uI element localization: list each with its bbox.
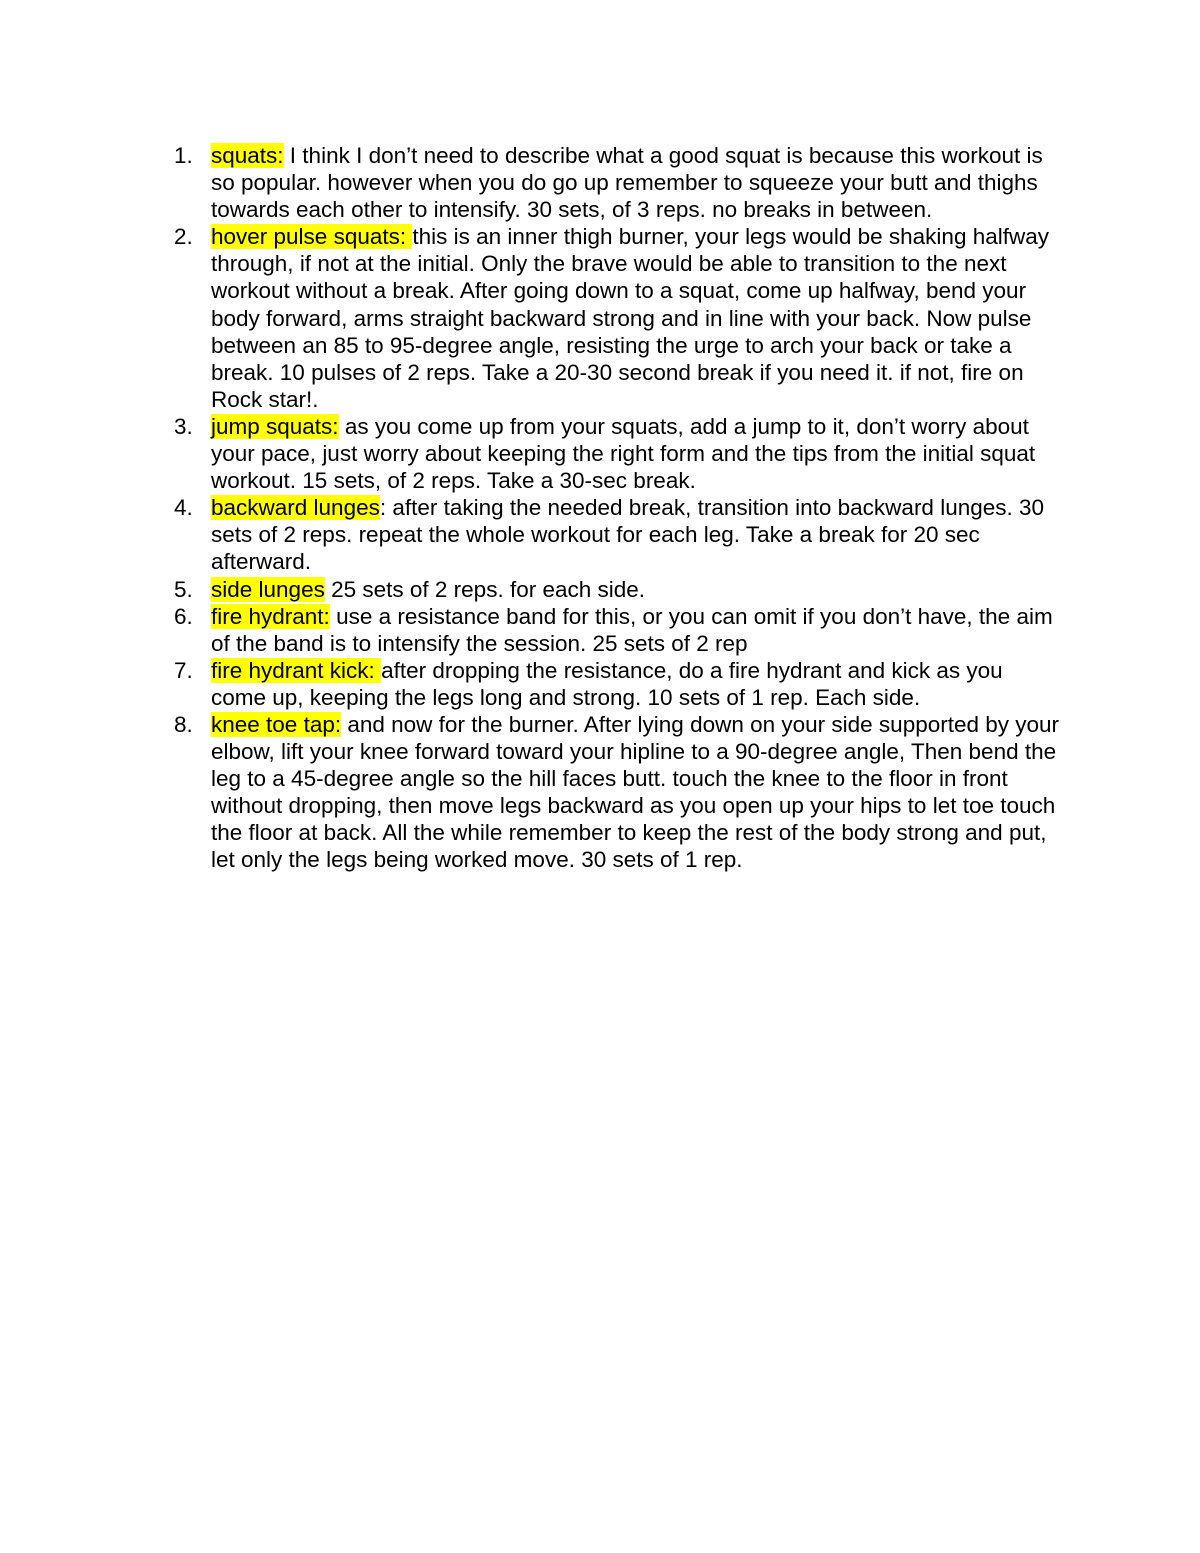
exercise-name-highlight: fire hydrant: [211,603,330,629]
exercise-name-highlight: backward lunges [211,495,380,521]
item-number: 5. [174,576,193,602]
item-number: 1. [174,143,193,168]
item-number: 4. [174,495,193,521]
workout-list [170,142,1060,874]
list-item [170,657,1060,711]
item-number: 3. [174,413,193,439]
list-item [170,494,1060,575]
item-number: 8. [174,711,193,737]
exercise-description: and now for the burner. After lying down on your side supported by your elbow, lift your knee forward toward your hipline to a 90-degree angle, Then bend the leg to a 45-degree angle so the hill faces butt. touch the knee to the floor in front without dropping, then move legs backward as you open up your hips to let toe touch the floor at back. All the while remember to keep the rest of the body strong and put, let only the legs being worked move. 30 sets of 1 rep. [211,711,1060,873]
exercise-name-highlight: squats: [211,143,284,168]
exercise-name-highlight: fire hydrant kick: [211,657,382,683]
item-number: 7. [174,657,193,683]
list-item [170,603,1060,657]
exercise-description: after dropping the resistance, do a fire hydrant and kick as you come up, keeping the legs long and strong. 10 sets of 1 rep. Each side. [211,657,1003,710]
list-item [170,223,1060,413]
exercise-name-highlight: knee toe tap: [211,711,342,737]
exercise-description: this is an inner thigh burner, your legs would be shaking halfway through, if not at the initial. Only the brave would be able to transition to the next workout without a break. After going down to a squat, come up halfway, bend your body forward, arms straight backward strong and in line with your back. Now pulse between an 85 to 95-degree angle, resisting the urge to arch your back or take a break. 10 pulses of 2 reps. Take a 20-30 second break if you need it. if not, fire on Rock star!. [211,224,1049,412]
exercise-description: as you come up from your squats, add a jump to it, don’t worry about your pace, just worry about keeping the right form and the tips from the initial squat workout. 15 sets, of 2 reps. Take a 30-sec break. [211,413,1036,494]
list-item [170,711,1060,874]
item-number: 2. [174,224,193,250]
exercise-name-highlight: side lunges [211,576,325,602]
item-number: 6. [174,603,193,629]
list-item [170,576,1060,603]
exercise-name-highlight: hover pulse squats: [211,224,413,250]
exercise-description: : after taking the needed break, transition into backward lunges. 30 sets of 2 reps. repeat the whole workout for each leg. Take a break for 20 sec afterward. [211,495,1045,575]
exercise-description: I think I don’t need to describe what a good squat is because this workout is so popular. however when you do go up remember to squeeze your butt and thighs towards each other to intensify. 30 sets, of 3 reps. no breaks in between. [211,143,1043,223]
exercise-description: use a resistance band for this, or you can omit if you don’t have, the aim of the band is to intensify the session. 25 sets of 2 rep [211,603,1053,656]
list-item [170,142,1060,223]
exercise-description: 25 sets of 2 reps. for each side. [324,576,646,602]
list-item [170,413,1060,494]
exercise-name-highlight: jump squats: [211,413,339,439]
